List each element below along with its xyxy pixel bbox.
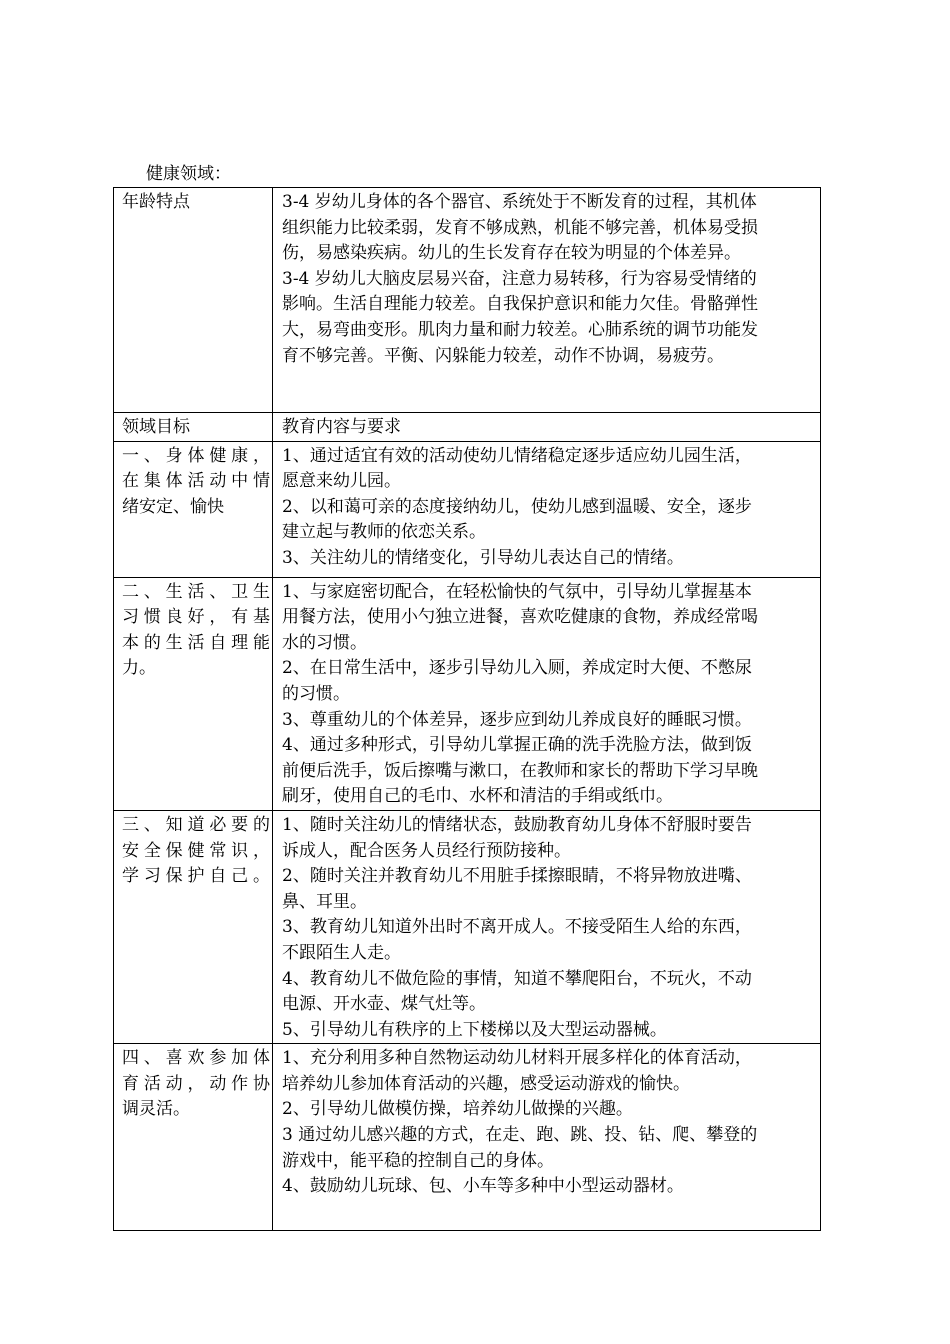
goal-row-4: [114, 1044, 821, 1231]
goal-line: 本的生活自理能: [122, 632, 270, 653]
age-characteristics-row: [114, 188, 821, 413]
goal-line: 二、生活、卫生: [122, 581, 270, 602]
age-description-cell: [273, 188, 821, 413]
goal-line: 三、知道必要的: [122, 814, 270, 835]
content-line: 诉成人，配合医务人员经行预防接种。: [282, 840, 571, 861]
goal-line: 力。: [122, 658, 156, 679]
content-cell: [273, 1044, 821, 1231]
content-line: 1、充分利用多种自然物运动幼儿材料开展多样化的体育活动，: [282, 1048, 752, 1069]
header-content: 教育内容与要求: [282, 417, 401, 437]
content-line: 3、关注幼儿的情绪变化，引导幼儿表达自己的情绪。: [282, 547, 684, 568]
content-line: 鼻、耳里。: [282, 891, 367, 912]
content-line: 愿意来幼儿园。: [282, 471, 401, 492]
content-line: 刷牙，使用自己的毛巾、水杯和清洁的手绢或纸巾。: [282, 786, 673, 807]
goal-line: 在集体活动中情: [122, 471, 270, 492]
content-line: 建立起与教师的依恋关系。: [282, 522, 486, 543]
content-line: 4、鼓励幼儿玩球、包、小车等多种中小型运动器材。: [282, 1176, 684, 1197]
age-line: 3-4 岁幼儿大脑皮层易兴奋，注意力易转移，行为容易受情绪的: [282, 268, 757, 289]
content-line: 2、在日常生活中，逐步引导幼儿入厕，养成定时大便、不憋尿: [282, 658, 752, 679]
content-line: 3 通过幼儿感兴趣的方式，在走、跑、跳、投、钻、爬、攀登的: [282, 1125, 758, 1146]
content-line: 培养幼儿参加体育活动的兴趣，感受运动游戏的愉快。: [282, 1073, 690, 1094]
content-line: 3、教育幼儿知道外出时不离开成人。不接受陌生人给的东西，: [282, 917, 752, 938]
content-line: 2、引导幼儿做模仿操，培养幼儿做操的兴趣。: [282, 1099, 633, 1120]
goal-line: 安全保健常识，: [122, 840, 270, 861]
content-line: 水的习惯。: [282, 632, 367, 653]
goal-row-2: [114, 577, 821, 810]
content-line: 2、以和蔼可亲的态度接纳幼儿，使幼儿感到温暖、安全，逐步: [282, 496, 752, 517]
content-line: 1、通过适宜有效的活动使幼儿情绪稳定逐步适应幼儿园生活，: [282, 445, 752, 466]
header-goal: 领域目标: [122, 417, 190, 437]
goal-cell: [114, 441, 273, 577]
goal-line: 四、喜欢参加体: [122, 1048, 270, 1069]
goal-line: 习惯良好，有基: [122, 607, 270, 628]
header-content-cell: [273, 413, 821, 442]
content-line: 前便后洗手，饭后擦嘴与漱口，在教师和家长的帮助下学习早晚: [282, 760, 758, 781]
goal-line: 绪安定、愉快: [122, 496, 224, 517]
content-line: 的习惯。: [282, 683, 350, 704]
content-line: 1、与家庭密切配合，在轻松愉快的气氛中，引导幼儿掌握基本: [282, 581, 752, 602]
content-cell: [273, 810, 821, 1043]
content-cell: [273, 577, 821, 810]
content-cell: [273, 441, 821, 577]
age-line: 大，易弯曲变形。肌肉力量和耐力较差。心肺系统的调节功能发: [282, 319, 758, 340]
goal-line: 调灵活。: [122, 1099, 190, 1120]
age-line: 伤，易感染疾病。幼儿的生长发育存在较为明显的个体差异。: [282, 243, 741, 264]
header-goal-cell: [114, 413, 273, 442]
age-line: 育不够完善。平衡、闪躲能力较差，动作不协调，易疲劳。: [282, 345, 724, 366]
goal-row-3: [114, 810, 821, 1043]
goal-row-1: [114, 441, 821, 577]
goal-cell: [114, 1044, 273, 1231]
age-line: 影响。生活自理能力较差。自我保护意识和能力欠佳。骨骼弹性: [282, 294, 758, 315]
age-label: 年龄特点: [122, 192, 190, 212]
table-header-row: [114, 413, 821, 442]
content-line: 4、教育幼儿不做危险的事情，知道不攀爬阳台，不玩火，不动: [282, 968, 752, 989]
goal-cell: [114, 577, 273, 810]
goal-cell: [114, 810, 273, 1043]
goal-line: 一、身体健康，: [122, 445, 270, 466]
age-line: 组织能力比较柔弱，发育不够成熟，机能不够完善，机体易受损: [282, 217, 758, 238]
goal-line: 学习保护自己。: [122, 866, 270, 887]
section-heading: 健康领域：: [146, 164, 231, 184]
content-line: 2、随时关注并教育幼儿不用脏手揉擦眼睛，不将异物放进嘴、: [282, 866, 752, 887]
content-line: 不跟陌生人走。: [282, 942, 401, 963]
content-line: 用餐方法，使用小勺独立进餐，喜欢吃健康的食物，养成经常喝: [282, 607, 758, 628]
age-label-cell: [114, 188, 273, 413]
content-line: 5、引导幼儿有秩序的上下楼梯以及大型运动器械。: [282, 1019, 667, 1040]
age-line: 3-4 岁幼儿身体的各个器官、系统处于不断发育的过程，其机体: [282, 192, 757, 212]
content-line: 电源、开水壶、煤气灶等。: [282, 994, 486, 1015]
content-line: 4、通过多种形式，引导幼儿掌握正确的洗手洗脸方法，做到饭: [282, 735, 752, 756]
content-line: 3、尊重幼儿的个体差异，逐步应到幼儿养成良好的睡眠习惯。: [282, 709, 752, 730]
goal-line: 育活动，动作协: [122, 1073, 270, 1094]
content-line: 游戏中，能平稳的控制自己的身体。: [282, 1150, 554, 1171]
content-line: 1、随时关注幼儿的情绪状态，鼓励教育幼儿身体不舒服时要告: [282, 814, 752, 835]
health-domain-table: [113, 187, 821, 1231]
